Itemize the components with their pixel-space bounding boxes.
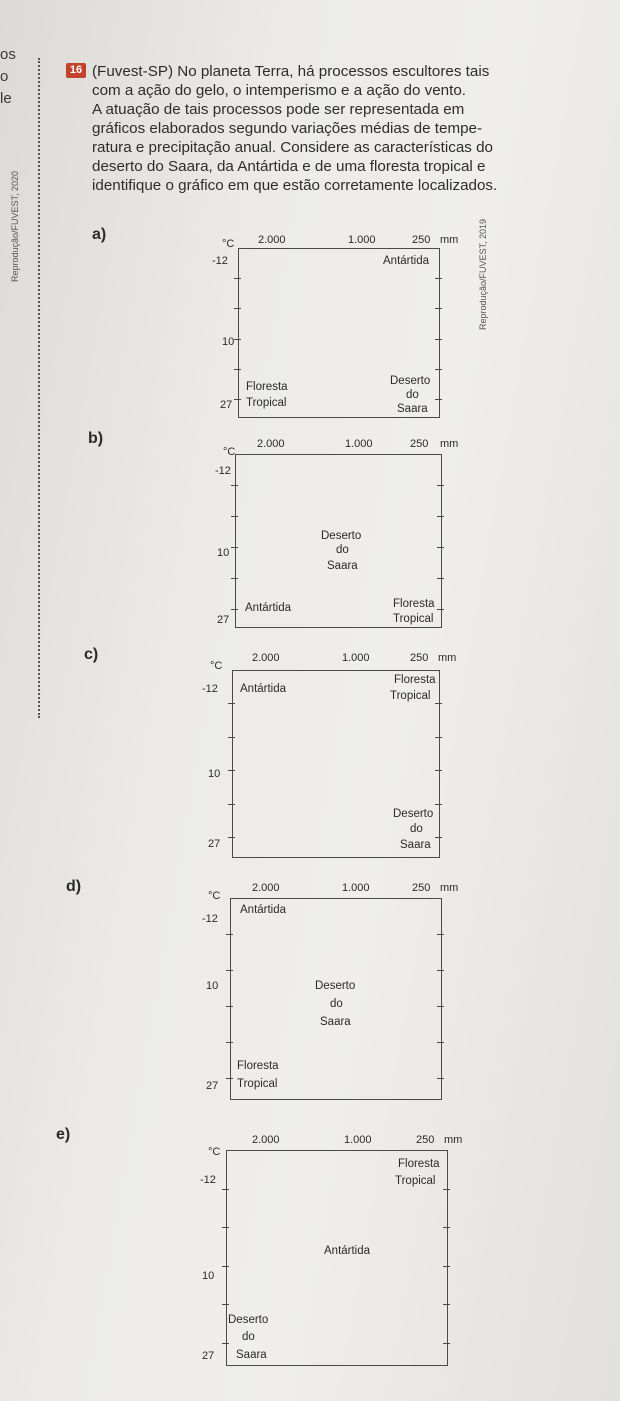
- temp-tick: -12: [212, 255, 228, 267]
- axis-tick-mark: [435, 339, 442, 340]
- axis-tick-mark: [222, 1189, 229, 1190]
- label-do: do: [406, 389, 419, 401]
- temp-tick: 27: [208, 838, 221, 850]
- temp-tick: 27: [217, 614, 230, 626]
- label-tropical: Tropical: [237, 1078, 278, 1090]
- axis-tick-mark: [228, 804, 235, 805]
- margin-fragment: o: [0, 68, 9, 85]
- label-saara: Saara: [320, 1016, 351, 1028]
- precip-unit: mm: [440, 234, 459, 246]
- axis-tick-mark: [231, 485, 238, 486]
- temp-tick: 10: [202, 1270, 215, 1282]
- label-saara: Saara: [400, 839, 431, 851]
- axis-tick-mark: [437, 934, 444, 935]
- axis-tick-mark: [435, 703, 442, 704]
- axis-tick-mark: [222, 1343, 229, 1344]
- temp-tick: 27: [202, 1350, 215, 1362]
- temp-tick: -12: [200, 1174, 216, 1186]
- stem-line: ratura e precipitação anual. Considere as características do: [92, 139, 493, 156]
- temp-tick: 10: [217, 547, 230, 559]
- axis-tick-mark: [443, 1189, 450, 1190]
- temp-unit: °C: [208, 1146, 221, 1158]
- label-do: do: [410, 823, 423, 835]
- precip-tick: 250: [416, 1134, 435, 1146]
- label-saara: Saara: [327, 560, 358, 572]
- margin-fragment: le: [0, 90, 12, 107]
- temp-unit: °C: [222, 238, 235, 250]
- label-deserto: Deserto: [393, 808, 434, 820]
- axis-tick-mark: [435, 278, 442, 279]
- label-deserto: Deserto: [321, 530, 362, 542]
- axis-tick-mark: [437, 578, 444, 579]
- label-antartida: Antártida: [245, 602, 292, 614]
- option-a-graph: [200, 232, 500, 432]
- label-tropical: Tropical: [393, 613, 434, 625]
- temp-tick: 10: [222, 336, 235, 348]
- question-stem: [92, 62, 602, 195]
- precip-tick: 1.000: [342, 652, 370, 664]
- label-antartida: Antártida: [240, 683, 287, 695]
- label-floresta: Floresta: [393, 598, 435, 610]
- precip-tick: 250: [410, 652, 429, 664]
- precip-tick: 250: [412, 234, 431, 246]
- precip-tick: 1.000: [344, 1134, 372, 1146]
- precip-unit: mm: [438, 652, 457, 664]
- axis-tick-mark: [435, 770, 442, 771]
- axis-tick-mark: [234, 369, 241, 370]
- temp-tick: -12: [202, 683, 218, 695]
- stem-line: (Fuvest-SP) No planeta Terra, há processos escultores tais: [92, 63, 490, 80]
- label-saara: Saara: [397, 403, 428, 415]
- axis-tick-mark: [234, 399, 241, 400]
- label-tropical: Tropical: [390, 690, 431, 702]
- axis-tick-mark: [222, 1304, 229, 1305]
- axis-tick-mark: [231, 516, 238, 517]
- precip-unit: mm: [440, 438, 459, 450]
- precip-tick: 2.000: [258, 234, 286, 246]
- axis-tick-mark: [226, 970, 233, 971]
- axis-tick-mark: [231, 578, 238, 579]
- precip-unit: mm: [440, 882, 459, 894]
- axis-tick-mark: [231, 547, 238, 548]
- stem-line: gráficos elaborados segundo variações médias de tempe-: [92, 120, 483, 137]
- temp-tick: -12: [202, 913, 218, 925]
- axis-tick-mark: [437, 485, 444, 486]
- axis-tick-mark: [234, 308, 241, 309]
- label-do: do: [242, 1331, 255, 1343]
- temp-tick: 27: [206, 1080, 219, 1092]
- stem-line: A atuação de tais processos pode ser representada em: [92, 101, 465, 118]
- axis-tick-mark: [231, 609, 238, 610]
- axis-tick-mark: [435, 399, 442, 400]
- axis-tick-mark: [437, 970, 444, 971]
- precip-tick: 2.000: [257, 438, 285, 450]
- label-deserto: Deserto: [390, 375, 431, 387]
- axis-tick-mark: [228, 770, 235, 771]
- stem-line: com a ação do gelo, o intemperismo e a ação do vento.: [92, 82, 467, 99]
- temp-unit: °C: [208, 890, 221, 902]
- axis-tick-mark: [435, 804, 442, 805]
- label-floresta: Floresta: [237, 1060, 279, 1072]
- label-saara: Saara: [236, 1349, 267, 1361]
- axis-tick-mark: [226, 1042, 233, 1043]
- precip-unit: mm: [444, 1134, 463, 1146]
- axis-tick-mark: [443, 1227, 450, 1228]
- axis-tick-mark: [435, 737, 442, 738]
- temp-tick: -12: [215, 465, 231, 477]
- label-floresta: Floresta: [398, 1158, 440, 1170]
- precip-tick: 1.000: [345, 438, 373, 450]
- axis-tick-mark: [226, 934, 233, 935]
- axis-tick-mark: [222, 1227, 229, 1228]
- axis-tick-mark: [228, 703, 235, 704]
- axis-tick-mark: [234, 278, 241, 279]
- stem-line: deserto do Saara, da Antártida e de uma floresta tropical e: [92, 158, 486, 175]
- option-d-letter: d): [66, 878, 82, 895]
- option-c-letter: c): [84, 646, 99, 663]
- axis-tick-mark: [222, 1266, 229, 1267]
- axis-tick-mark: [226, 1078, 233, 1079]
- option-a-letter: a): [92, 226, 107, 243]
- margin-dotted-rule: [38, 58, 40, 718]
- axis-tick-mark: [437, 609, 444, 610]
- option-b-graph: [195, 436, 495, 636]
- temp-tick: 10: [208, 768, 221, 780]
- axis-tick-mark: [437, 516, 444, 517]
- axis-tick-mark: [228, 837, 235, 838]
- option-d-graph: [190, 880, 490, 1092]
- reproduction-credit-right: Reprodução/FUVEST, 2019: [478, 218, 488, 330]
- axis-tick-mark: [228, 737, 235, 738]
- axis-tick-mark: [435, 369, 442, 370]
- axis-tick-mark: [234, 339, 241, 340]
- label-do: do: [330, 998, 343, 1010]
- option-e-graph: [190, 1132, 490, 1362]
- precip-tick: 250: [410, 438, 429, 450]
- axis-tick-mark: [437, 1078, 444, 1079]
- temp-tick: 27: [220, 399, 233, 411]
- label-deserto: Deserto: [315, 980, 356, 992]
- temp-unit: °C: [223, 446, 236, 458]
- axis-tick-mark: [226, 1006, 233, 1007]
- stem-line: identifique o gráfico em que estão corretamente localizados.: [92, 177, 498, 194]
- axis-tick-mark: [443, 1266, 450, 1267]
- reproduction-credit-left: Reprodução/FUVEST, 2020: [10, 170, 20, 282]
- option-c-graph: [190, 650, 490, 850]
- label-antartida: Antártida: [240, 904, 287, 916]
- axis-tick-mark: [435, 308, 442, 309]
- precip-tick: 1.000: [342, 882, 370, 894]
- label-antartida: Antártida: [324, 1245, 371, 1257]
- axis-tick-mark: [443, 1343, 450, 1344]
- temp-unit: °C: [210, 660, 223, 672]
- option-e-letter: e): [56, 1126, 71, 1143]
- label-floresta: Floresta: [246, 381, 288, 393]
- precip-tick: 2.000: [252, 1134, 280, 1146]
- temp-tick: 10: [206, 980, 219, 992]
- axis-tick-mark: [443, 1304, 450, 1305]
- axis-tick-mark: [435, 837, 442, 838]
- axis-tick-mark: [437, 547, 444, 548]
- option-b-letter: b): [88, 430, 104, 447]
- margin-fragment: os: [0, 46, 16, 63]
- label-deserto: Deserto: [228, 1314, 269, 1326]
- precip-tick: 2.000: [252, 882, 280, 894]
- question-number: 16: [66, 63, 86, 78]
- precip-tick: 250: [412, 882, 431, 894]
- axis-tick-mark: [437, 1006, 444, 1007]
- axis-tick-mark: [437, 1042, 444, 1043]
- label-antartida: Antártida: [383, 255, 430, 267]
- precip-tick: 2.000: [252, 652, 280, 664]
- label-do: do: [336, 544, 349, 556]
- label-tropical: Tropical: [395, 1175, 436, 1187]
- label-floresta: Floresta: [394, 674, 436, 686]
- precip-tick: 1.000: [348, 234, 376, 246]
- label-tropical: Tropical: [246, 397, 287, 409]
